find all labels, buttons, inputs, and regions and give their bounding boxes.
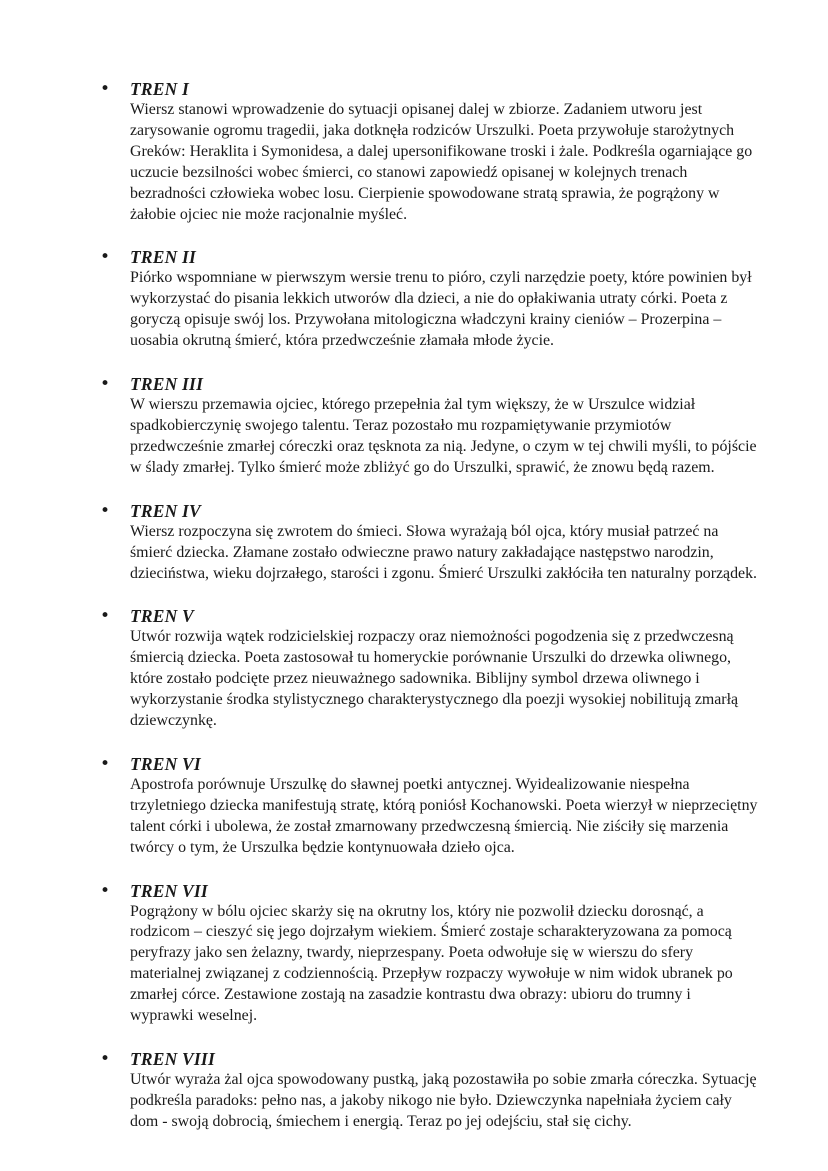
tren-list	[0, 78, 758, 1133]
tren-title: TREN V	[130, 606, 194, 627]
tren-description: Utwór wyraża żal ojca spowodowany pustką, jaką pozostawiła po sobie zmarła córeczka. Sytuację podkreśla paradoks: pełno nas, a jakoby nikogo nie było. Dziewczynka napełniała życiem cały dom - swoją dobrocią, śmiechem i energią. Teraz po jej odejściu, stał się cichy.	[130, 1071, 757, 1130]
tren-item	[100, 373, 758, 479]
tren-item	[100, 78, 758, 225]
tren-description: W wierszu przemawia ojciec, którego przepełnia żal tym większy, że w Urszulce widział spadkobierczynię swojego talentu. Teraz pozostało mu rozpamiętywanie przymiotów przedwcześnie zmarłej córeczki oraz tęsknota za nią. Jedyne, o czym w tej chwili myśli, to pójście w ślady zmarłej. Tylko śmierć może zbliżyć go do Urszulki, sprawić, że znowu będą razem.	[130, 396, 757, 476]
bullet-icon: •	[100, 79, 111, 99]
tren-item	[100, 1048, 758, 1133]
tren-title: TREN VII	[130, 880, 208, 901]
bullet-icon: •	[100, 374, 111, 395]
tren-item	[100, 500, 758, 585]
tren-item	[100, 753, 758, 859]
bullet-icon: •	[100, 880, 111, 901]
tren-item	[100, 880, 758, 1027]
bullet-icon: •	[100, 247, 111, 268]
bullet-icon: •	[100, 753, 111, 774]
tren-description: Pogrążony w bólu ojciec skarży się na okrutny los, który nie pozwolił dziecku dorosnąć, a rodzicom – cieszyć się jego dojrzałym wiekiem. Śmierć zostaje scharakteryzowana za pomocą peryfrazy jako sen żelazny, twardy, nieprzespany. Poeta odwołuje się w wierszu do sfery materialnej związanej z codziennością. Przepływ rozpaczy wywołuje w nim widok ubranek po zmarłej córce. Zestawione zostają na zasadzie kontrastu dwa obrazy: ubioru do trumny i wyprawki weselnej.	[130, 902, 733, 1025]
bullet-icon: •	[100, 1049, 111, 1069]
tren-title: TREN II	[130, 247, 197, 268]
tren-description: Wiersz stanowi wprowadzenie do sytuacji opisanej dalej w zbiorze. Zadaniem utworu jest zarysowanie ogromu tragedii, jaka dotknęła rodziców Urszulki. Poeta przywołuje starożytnych Greków: Heraklita i Symonidesa, a dalej upersonifikowane troski i żale. Podkreśla ogarniające go uczucie bezsilności wobec śmierci, co stanowi zapowiedź opisanej w kolejnych trenach bezradności człowieka wobec losu. Cierpienie spowodowane stratą sprawia, że pogrążony w żałobie ojciec nie może racjonalnie myśleć.	[130, 101, 753, 223]
bullet-icon: •	[100, 606, 111, 627]
tren-title: TREN VI	[130, 753, 201, 774]
tren-item	[100, 605, 758, 732]
tren-item	[100, 246, 758, 352]
tren-title: TREN IV	[130, 500, 201, 521]
tren-title: TREN VIII	[130, 1049, 215, 1069]
tren-title: TREN I	[130, 79, 190, 99]
tren-title: TREN III	[130, 374, 204, 395]
tren-description: Piórko wspomniane w pierwszym wersie trenu to pióro, czyli narzędzie poety, które powinien był wykorzystać do pisania lekkich utworów dla dzieci, a nie do opłakiwania utraty córki. Poeta z goryczą opisuje swój los. Przywołana mitologiczna władczyni krainy cieniów – Prozerpina – uosabia okrutną śmierć, która przedwcześnie złamała młode życie.	[130, 269, 752, 350]
bullet-icon: •	[100, 500, 111, 521]
tren-description: Utwór rozwija wątek rodzicielskiej rozpaczy oraz niemożności pogodzenia się z przedwczesną śmiercią dziecka. Poeta zastosował tu homeryckie porównanie Urszulki do drzewka oliwnego, które zostało podcięte przez nieuważnego sadownika. Biblijny symbol drzewa oliwnego i wykorzystanie środka stylistycznego charakterystycznego dla poezji wysokiej nobilitują zmarłą dziewczynkę.	[130, 628, 739, 730]
tren-description: Apostrofa porównuje Urszulkę do sławnej poetki antycznej. Wyidealizowanie niespełna trzyletniego dziecka manifestują stratę, którą poniósł Kochanowski. Poeta wierzył w nieprzeciętny talent córki i ubolewa, że został zmarnowany przedwczesną śmiercią. Nie ziściły się marzenia twórcy o tym, że Urszulka będzie kontynuowała dzieło ojca.	[130, 775, 758, 856]
tren-description: Wiersz rozpoczyna się zwrotem do śmieci. Słowa wyrażają ból ojca, który musiał patrzeć na śmierć dziecka. Złamane zostało odwieczne prawo natury zakładające następstwo narodzin, dzieciństwa, wieku dojrzałego, starości i zgonu. Śmierć Urszulki zakłóciła ten naturalny porządek.	[130, 522, 758, 582]
